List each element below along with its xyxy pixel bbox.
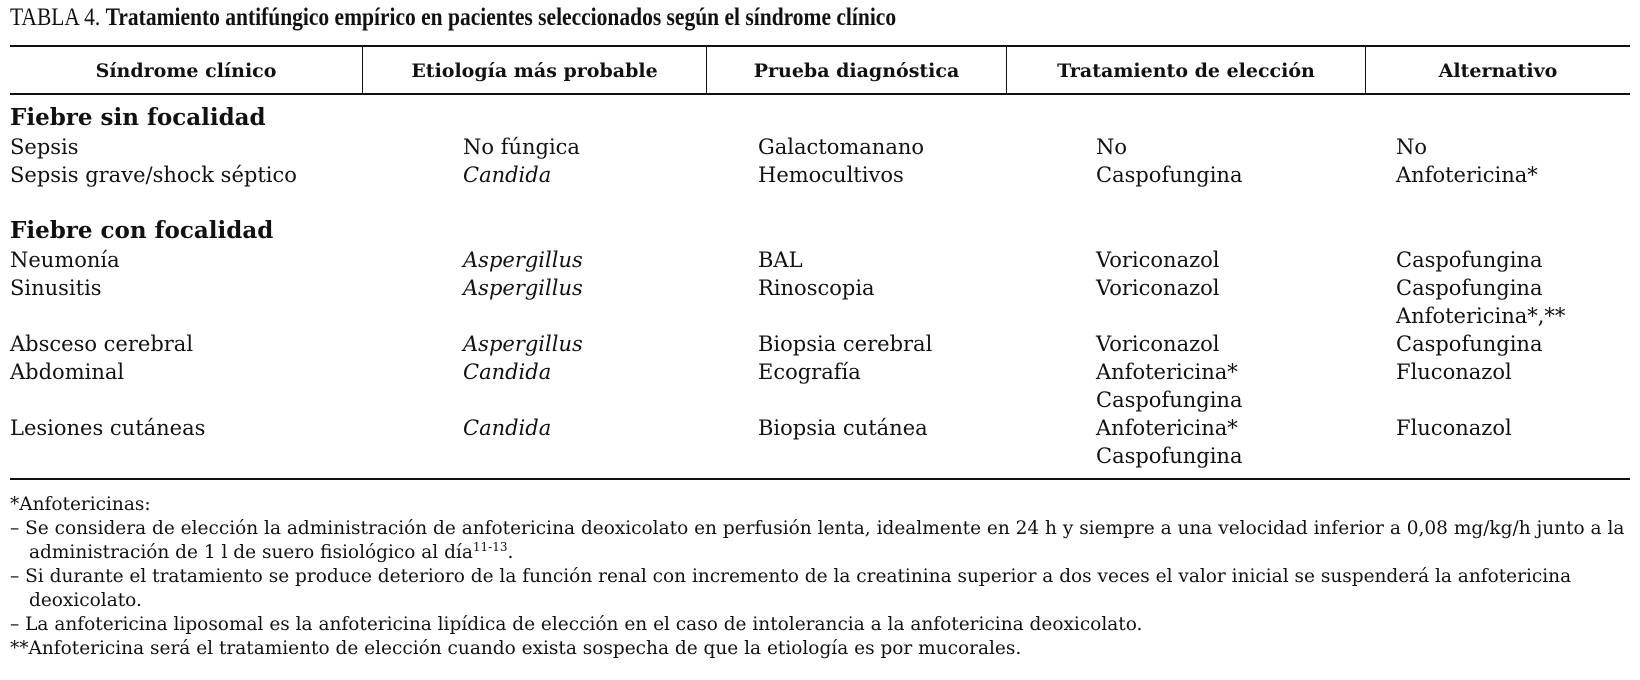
cell-syndrome: Absceso cerebral bbox=[10, 332, 194, 356]
cell-treatment: Caspofungina bbox=[1096, 388, 1243, 412]
cell-syndrome: Abdominal bbox=[10, 360, 125, 384]
cell-treatment: Caspofungina bbox=[1096, 444, 1243, 468]
table-caption bbox=[10, 2, 896, 34]
cell-test: Rinoscopia bbox=[758, 276, 875, 300]
cell-syndrome: Lesiones cutáneas bbox=[10, 416, 206, 440]
header-syndrome: Síndrome clínico bbox=[95, 60, 277, 82]
footnote-intro: *Anfotericinas: bbox=[10, 494, 151, 515]
cell-treatment: Voriconazol bbox=[1096, 332, 1220, 356]
footnote-item: – Si durante el tratamiento se produce deterioro de la función renal con incremento de la creatinina superior a dos veces el valor inicial se suspenderá la anfotericina deoxicolato. bbox=[10, 566, 1572, 611]
footnote-text: – Se considera de elección la administración de anfotericina deoxicolato en perfusión lenta, idealmente en 24 h y siempre a una velocidad inferior a 0,08 mg/kg/h junto a la administración de 1 l de suero fisiológico al día bbox=[10, 518, 1625, 563]
cell-treatment: Voriconazol bbox=[1096, 248, 1220, 272]
cell-treatment: Anfotericina* bbox=[1096, 360, 1238, 384]
cell-syndrome: Sinusitis bbox=[10, 276, 102, 300]
cell-test: Biopsia cutánea bbox=[758, 416, 928, 440]
cell-alternative: Caspofungina bbox=[1396, 332, 1543, 356]
cell-etiology: Aspergillus bbox=[463, 276, 583, 300]
header-rule bbox=[10, 93, 1630, 95]
cell-treatment: Voriconazol bbox=[1096, 276, 1220, 300]
cell-test: Hemocultivos bbox=[758, 163, 904, 187]
header-treatment: Tratamiento de elección bbox=[1057, 60, 1315, 82]
group-title: Fiebre con focalidad bbox=[10, 217, 274, 244]
cell-etiology: Aspergillus bbox=[463, 248, 583, 272]
cell-alternative: Caspofungina bbox=[1396, 248, 1543, 272]
cell-test: Ecografía bbox=[758, 360, 861, 384]
cell-alternative: Caspofungina bbox=[1396, 276, 1543, 300]
table-footnotes bbox=[10, 493, 1640, 661]
top-rule bbox=[10, 45, 1630, 47]
table-number: TABLA 4. bbox=[10, 4, 101, 31]
bottom-rule bbox=[10, 478, 1630, 480]
group-title: Fiebre sin focalidad bbox=[10, 104, 266, 131]
footnote-mucorales: **Anfotericina será el tratamiento de elección cuando exista sospecha de que la etiología es por mucorales. bbox=[10, 638, 1022, 659]
cell-etiology: Candida bbox=[463, 360, 552, 384]
footnote-text-end: . bbox=[507, 542, 514, 563]
cell-test: Galactomanano bbox=[758, 135, 925, 159]
cell-treatment: Caspofungina bbox=[1096, 163, 1243, 187]
cell-test: BAL bbox=[758, 248, 803, 272]
cell-alternative: Fluconazol bbox=[1396, 360, 1512, 384]
cell-alternative: No bbox=[1396, 135, 1428, 159]
header-etiology: Etiología más probable bbox=[411, 60, 658, 82]
cell-syndrome: Sepsis grave/shock séptico bbox=[10, 163, 297, 187]
table-title: Tratamiento antifúngico empírico en pacientes seleccionados según el síndrome clínico bbox=[105, 4, 897, 31]
cell-etiology: No fúngica bbox=[463, 135, 580, 159]
header-test: Prueba diagnóstica bbox=[753, 60, 960, 82]
cell-syndrome: Sepsis bbox=[10, 135, 79, 159]
cell-alternative: Anfotericina*,** bbox=[1396, 304, 1566, 328]
cell-alternative: Anfotericina* bbox=[1396, 163, 1538, 187]
cell-test: Biopsia cerebral bbox=[758, 332, 933, 356]
cell-etiology: Candida bbox=[463, 416, 552, 440]
cell-alternative: Fluconazol bbox=[1396, 416, 1512, 440]
header-alternative: Alternativo bbox=[1438, 60, 1558, 82]
cell-syndrome: Neumonía bbox=[10, 248, 120, 272]
cell-treatment: No bbox=[1096, 135, 1128, 159]
cell-treatment: Anfotericina* bbox=[1096, 416, 1238, 440]
footnote-item: – La anfotericina liposomal es la anfotericina lipídica de elección en el caso de intolerancia a la anfotericina deoxicolato. bbox=[10, 614, 1143, 635]
cell-etiology: Aspergillus bbox=[463, 332, 583, 356]
reference-superscript: 11-13 bbox=[472, 539, 508, 554]
cell-etiology: Candida bbox=[463, 163, 552, 187]
footnote-item bbox=[10, 517, 1640, 565]
